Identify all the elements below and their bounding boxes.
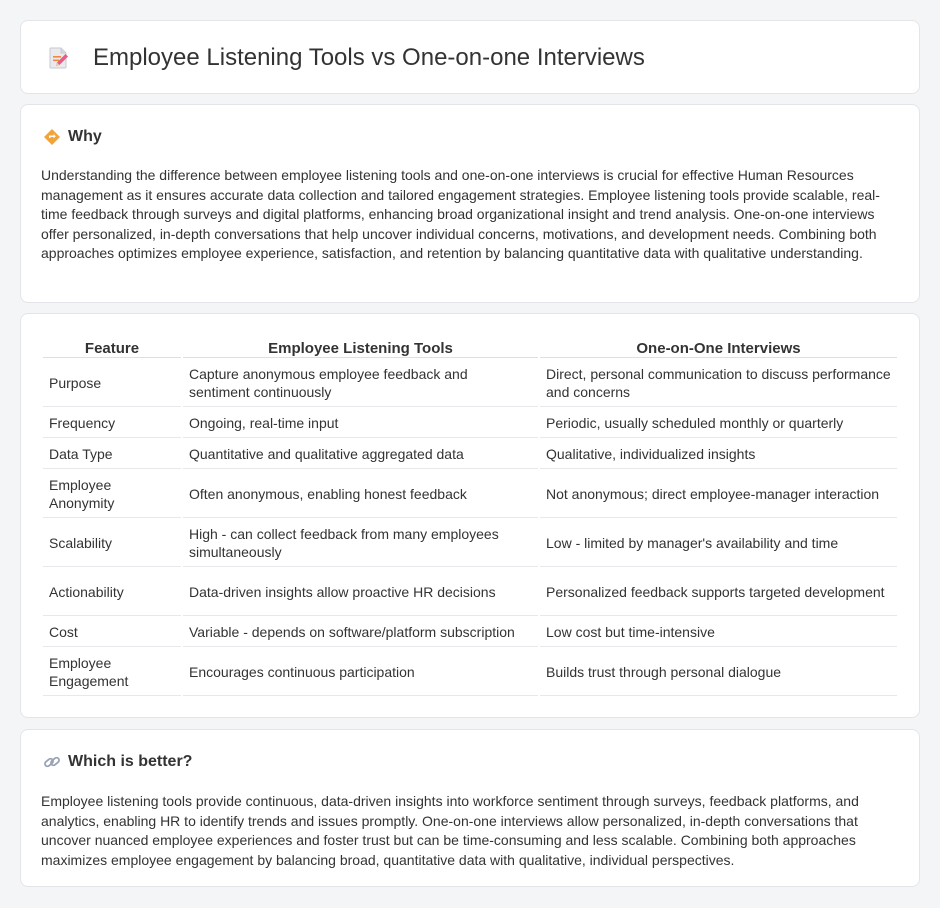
feature-cell: Cost bbox=[43, 618, 181, 647]
table-row bbox=[43, 409, 897, 438]
comparison-table-section bbox=[20, 313, 920, 718]
feature-cell: Data Type bbox=[43, 440, 181, 469]
listening-tools-cell: Quantitative and qualitative aggregated data bbox=[183, 440, 538, 469]
listening-tools-cell: Often anonymous, enabling honest feedback bbox=[183, 471, 538, 518]
diamond-arrows-icon bbox=[43, 128, 61, 146]
listening-tools-cell: Variable - depends on software/platform subscription bbox=[183, 618, 538, 647]
listening-tools-cell: Encourages continuous participation bbox=[183, 649, 538, 696]
interviews-cell: Direct, personal communication to discuss performance and concerns bbox=[540, 360, 897, 407]
interviews-cell: Low - limited by manager's availability and time bbox=[540, 520, 897, 567]
interviews-cell: Periodic, usually scheduled monthly or quarterly bbox=[540, 409, 897, 438]
feature-cell: Frequency bbox=[43, 409, 181, 438]
interviews-cell: Builds trust through personal dialogue bbox=[540, 649, 897, 696]
document-pencil-icon bbox=[47, 46, 71, 70]
listening-tools-cell: Capture anonymous employee feedback and sentiment continuously bbox=[183, 360, 538, 407]
table-row bbox=[43, 618, 897, 647]
which-body: Employee listening tools provide continuous, data-driven insights into workforce sentiment through surveys, feedback platforms, and analytics, enabling HR to identify trends and issues promptly. One-on-one interviews allow personalized, in-depth conversations that uncover nuanced employee experiences and foster trust but can be time-consuming and less scalable. Combining both approaches maximizes employee engagement by balancing broad, quantitative data with qualitative, individual perspectives. bbox=[41, 793, 859, 868]
interviews-cell: Personalized feedback supports targeted development bbox=[540, 569, 897, 616]
title-card bbox=[20, 20, 920, 94]
link-icon bbox=[43, 753, 61, 771]
table-row bbox=[43, 649, 897, 696]
table-row bbox=[43, 520, 897, 567]
feature-cell: Employee Engagement bbox=[43, 649, 181, 696]
interviews-cell: Not anonymous; direct employee-manager interaction bbox=[540, 471, 897, 518]
listening-tools-cell: Data-driven insights allow proactive HR decisions bbox=[183, 569, 538, 616]
feature-cell: Actionability bbox=[43, 569, 181, 616]
interviews-cell: Qualitative, individualized insights bbox=[540, 440, 897, 469]
which-section bbox=[20, 729, 920, 887]
listening-tools-cell: Ongoing, real-time input bbox=[183, 409, 538, 438]
which-heading-row bbox=[43, 752, 192, 772]
header-listening-tools: Employee Listening Tools bbox=[183, 336, 538, 358]
why-heading: Why bbox=[68, 128, 102, 145]
header-feature: Feature bbox=[43, 336, 181, 358]
why-body: Understanding the difference between employee listening tools and one-on-one interviews is crucial for effective Human Resources management as it ensures accurate data collection and tailored engagement strategies. Employee listening tools provide scalable, real-time feedback through surveys and digital platforms, enhancing broad organizational insight and trend analysis. One-on-one interviews offer personalized, in-depth conversations that help uncover individual concerns, motivations, and development needs. Combining both approaches optimizes employee experience, satisfaction, and retention by balancing quantitative data with qualitative understanding. bbox=[41, 167, 880, 261]
feature-cell: Employee Anonymity bbox=[43, 471, 181, 518]
header-interviews: One-on-One Interviews bbox=[540, 336, 897, 358]
table-header-row bbox=[43, 336, 897, 358]
why-heading-row bbox=[43, 127, 102, 147]
table-row bbox=[43, 569, 897, 616]
table-row bbox=[43, 360, 897, 407]
why-section bbox=[20, 104, 920, 303]
listening-tools-cell: High - can collect feedback from many employees simultaneously bbox=[183, 520, 538, 567]
table-row bbox=[43, 440, 897, 469]
comparison-table bbox=[41, 334, 899, 698]
feature-cell: Purpose bbox=[43, 360, 181, 407]
page-title: Employee Listening Tools vs One-on-one Interviews bbox=[93, 44, 645, 71]
interviews-cell: Low cost but time-intensive bbox=[540, 618, 897, 647]
feature-cell: Scalability bbox=[43, 520, 181, 567]
table-row bbox=[43, 471, 897, 518]
which-heading: Which is better? bbox=[68, 753, 193, 770]
